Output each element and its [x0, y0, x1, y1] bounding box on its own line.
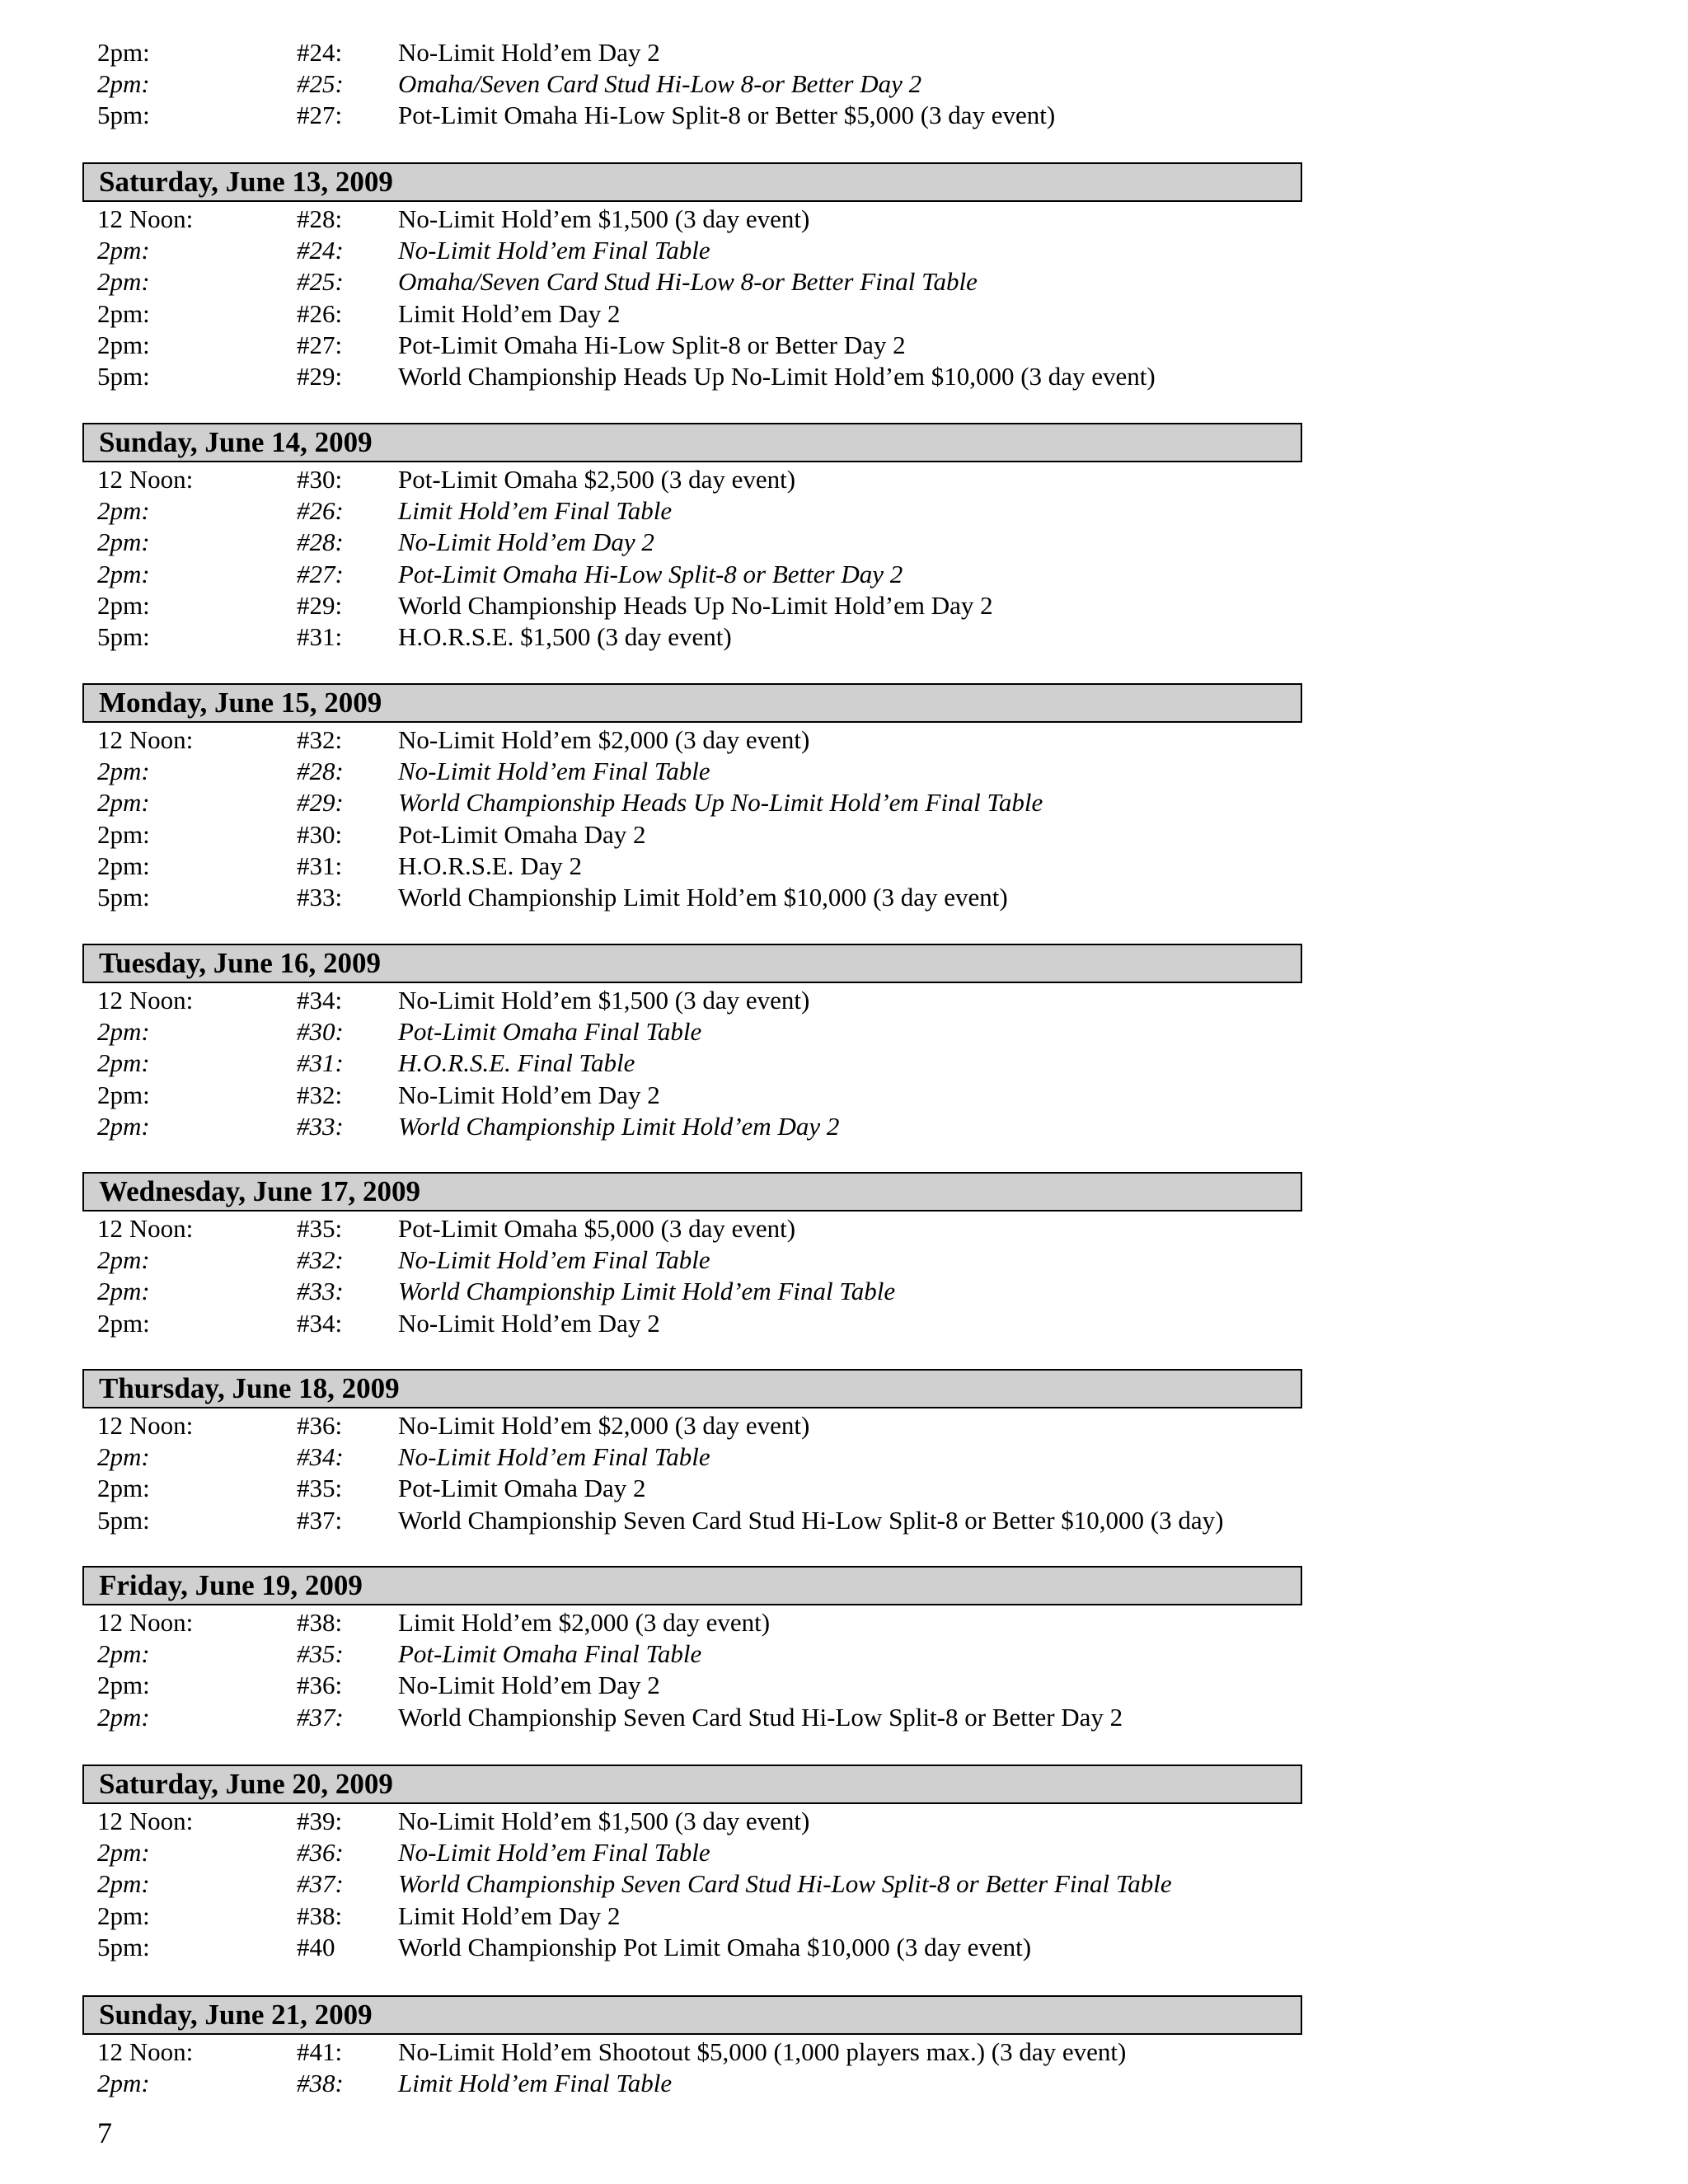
event-number: #37:: [297, 1702, 344, 1732]
event-description: World Championship Heads Up No-Limit Hold’em Day 2: [398, 590, 993, 620]
event-description: No-Limit Hold’em Day 2: [398, 38, 660, 67]
event-number: #27:: [297, 559, 344, 588]
event-row: [82, 1638, 1302, 1670]
event-row: [82, 1473, 1302, 1504]
event-time: 2pm:: [97, 1308, 150, 1338]
day-section-monday-june-15: [82, 683, 1302, 913]
day-header: Monday, June 15, 2009: [82, 683, 1302, 723]
event-row: [82, 1276, 1302, 1307]
event-row: [82, 2036, 1302, 2068]
event-row: [82, 266, 1302, 298]
event-number: #34:: [297, 1442, 344, 1472]
event-time: 12 Noon:: [97, 1608, 194, 1637]
event-description: Pot-Limit Omaha $5,000 (3 day event): [398, 1214, 796, 1243]
event-time: 5pm:: [97, 101, 150, 130]
event-time: 2pm:: [97, 1900, 150, 1930]
event-row: [82, 1868, 1302, 1900]
event-description: Limit Hold’em Final Table: [398, 496, 673, 526]
event-description: No-Limit Hold’em $2,000 (3 day event): [398, 725, 810, 754]
event-time: 2pm:: [97, 1442, 150, 1472]
day-section-tuesday-june-16: [82, 944, 1302, 1142]
event-row: [82, 68, 1302, 100]
event-number: #36:: [297, 1411, 343, 1440]
event-time: 2pm:: [97, 819, 150, 849]
event-time: 2pm:: [97, 1111, 150, 1141]
event-time: 2pm:: [97, 1474, 150, 1503]
day-header: Saturday, June 20, 2009: [82, 1765, 1302, 1804]
event-number: #32:: [297, 1245, 344, 1275]
event-description: Pot-Limit Omaha Hi-Low Split-8 or Better $5,000 (3 day event): [398, 101, 1056, 130]
event-time: 2pm:: [97, 1017, 150, 1047]
event-number: #30:: [297, 1017, 344, 1047]
event-time: 2pm:: [97, 496, 150, 526]
event-number: #34:: [297, 1308, 343, 1338]
event-number: #37:: [297, 1505, 343, 1535]
event-number: #38:: [297, 1900, 343, 1930]
event-description: No-Limit Hold’em Final Table: [398, 1442, 710, 1472]
event-row: [82, 590, 1302, 621]
event-description: No-Limit Hold’em Final Table: [398, 1838, 710, 1868]
event-time: 5pm:: [97, 361, 150, 391]
event-time: 2pm:: [97, 590, 150, 620]
event-time: 2pm:: [97, 38, 150, 67]
event-description: H.O.R.S.E. Day 2: [398, 851, 583, 880]
event-row: [82, 1932, 1302, 1963]
event-description: World Championship Limit Hold’em Final Table: [398, 1277, 896, 1306]
event-number: #35:: [297, 1639, 344, 1669]
event-number: #33:: [297, 1111, 344, 1141]
event-row: [82, 1900, 1302, 1932]
event-number: #33:: [297, 1277, 344, 1306]
event-row: [82, 756, 1302, 787]
event-number: #24:: [297, 236, 344, 265]
day-header: Friday, June 19, 2009: [82, 1566, 1302, 1605]
event-row: [82, 621, 1302, 653]
event-row: [82, 1670, 1302, 1701]
event-description: No-Limit Hold’em Day 2: [398, 1308, 660, 1338]
event-row: [82, 1441, 1302, 1473]
event-description: World Championship Pot Limit Omaha $10,000 (3 day event): [398, 1932, 1032, 1961]
event-number: #26:: [297, 298, 343, 328]
day-header: Saturday, June 13, 2009: [82, 162, 1302, 202]
event-number: #31:: [297, 621, 343, 651]
event-description: Pot-Limit Omaha Hi-Low Split-8 or Better Day 2: [398, 330, 906, 359]
day-header: Sunday, June 14, 2009: [82, 423, 1302, 462]
event-number: #28:: [297, 527, 344, 557]
event-time: 2pm:: [97, 1048, 150, 1078]
event-row: [82, 1047, 1302, 1079]
event-time: 2pm:: [97, 1245, 150, 1275]
event-row: [82, 495, 1302, 527]
event-time: 2pm:: [97, 1277, 150, 1306]
event-number: #26:: [297, 496, 344, 526]
event-time: 2pm:: [97, 298, 150, 328]
day-section-thursday-june-18: [82, 1369, 1302, 1536]
day-section-wednesday-june-17: [82, 1172, 1302, 1339]
event-number: #34:: [297, 986, 343, 1015]
event-time: 2pm:: [97, 1702, 150, 1732]
event-number: #25:: [297, 69, 344, 99]
event-row: [82, 1111, 1302, 1142]
event-number: #37:: [297, 1869, 344, 1899]
event-row: [82, 298, 1302, 330]
event-row: [82, 527, 1302, 558]
event-row: [82, 787, 1302, 818]
event-row: [82, 464, 1302, 495]
event-description: Pot-Limit Omaha Final Table: [398, 1639, 702, 1669]
event-number: #38:: [297, 2069, 344, 2098]
event-description: Pot-Limit Omaha $2,500 (3 day event): [398, 465, 796, 494]
event-number: #35:: [297, 1214, 343, 1243]
event-time: 2pm:: [97, 69, 150, 99]
event-time: 2pm:: [97, 1838, 150, 1868]
event-description: Omaha/Seven Card Stud Hi-Low 8-or Better Day 2: [398, 69, 922, 99]
event-row: [82, 985, 1302, 1016]
event-description: World Championship Seven Card Stud Hi-Low Split-8 or Better Day 2: [398, 1702, 1123, 1732]
day-header: Wednesday, June 17, 2009: [82, 1172, 1302, 1212]
event-time: 2pm:: [97, 330, 150, 359]
event-number: #28:: [297, 757, 344, 786]
day-header: Sunday, June 21, 2009: [82, 1995, 1302, 2035]
event-row: [82, 361, 1302, 392]
event-number: #30:: [297, 819, 343, 849]
event-time: 12 Noon:: [97, 465, 194, 494]
event-row: [82, 559, 1302, 590]
event-description: No-Limit Hold’em $2,000 (3 day event): [398, 1411, 810, 1440]
event-number: #32:: [297, 1080, 343, 1109]
event-description: Limit Hold’em $2,000 (3 day event): [398, 1608, 771, 1637]
event-number: #29:: [297, 361, 343, 391]
event-time: 5pm:: [97, 1505, 150, 1535]
day-header: Thursday, June 18, 2009: [82, 1369, 1302, 1408]
event-time: 5pm:: [97, 882, 150, 912]
event-description: No-Limit Hold’em Final Table: [398, 757, 710, 786]
event-row: [82, 1702, 1302, 1733]
event-time: 2pm:: [97, 527, 150, 557]
event-number: #30:: [297, 465, 343, 494]
event-time: 2pm:: [97, 757, 150, 786]
event-description: No-Limit Hold’em Day 2: [398, 527, 654, 557]
event-time: 12 Noon:: [97, 1411, 194, 1440]
event-number: #29:: [297, 788, 344, 818]
event-description: Pot-Limit Omaha Day 2: [398, 1474, 646, 1503]
event-description: No-Limit Hold’em Day 2: [398, 1671, 660, 1700]
event-number: #35:: [297, 1474, 343, 1503]
event-number: #41:: [297, 2037, 343, 2066]
day-header: Tuesday, June 16, 2009: [82, 944, 1302, 983]
event-number: #31:: [297, 851, 343, 880]
event-number: #24:: [297, 38, 343, 67]
event-description: No-Limit Hold’em Final Table: [398, 1245, 710, 1275]
event-number: #40: [297, 1932, 335, 1961]
event-row: [82, 882, 1302, 913]
event-row: [82, 851, 1302, 882]
event-row: [82, 819, 1302, 851]
event-row: [82, 204, 1302, 235]
event-row: [82, 2068, 1302, 2099]
event-time: 2pm:: [97, 236, 150, 265]
event-row: [82, 1806, 1302, 1837]
event-description: Limit Hold’em Day 2: [398, 298, 621, 328]
event-number: #36:: [297, 1671, 343, 1700]
event-row: [82, 1837, 1302, 1868]
event-number: #27:: [297, 330, 343, 359]
event-description: Omaha/Seven Card Stud Hi-Low 8-or Better Final Table: [398, 267, 978, 297]
event-description: No-Limit Hold’em $1,500 (3 day event): [398, 204, 810, 233]
event-description: No-Limit Hold’em $1,500 (3 day event): [398, 1807, 810, 1835]
event-row: [82, 724, 1302, 756]
event-number: #39:: [297, 1807, 343, 1835]
event-description: Limit Hold’em Final Table: [398, 2069, 673, 2098]
page-number: 7: [97, 2116, 112, 2149]
event-description: World Championship Limit Hold’em Day 2: [398, 1111, 840, 1141]
event-row: [82, 1016, 1302, 1047]
event-time: 2pm:: [97, 1080, 150, 1109]
day-section-sunday-june-21: [82, 1995, 1302, 2099]
event-number: #36:: [297, 1838, 344, 1868]
event-row: [82, 1308, 1302, 1339]
event-description: World Championship Seven Card Stud Hi-Low Split-8 or Better $10,000 (3 day): [398, 1505, 1224, 1535]
event-time: 12 Noon:: [97, 725, 194, 754]
event-time: 2pm:: [97, 1671, 150, 1700]
day-section-sunday-june-14: [82, 423, 1302, 653]
event-row: [82, 1213, 1302, 1244]
event-row: [82, 1607, 1302, 1638]
event-time: 12 Noon:: [97, 1807, 194, 1835]
event-description: Limit Hold’em Day 2: [398, 1900, 621, 1930]
event-time: 12 Noon:: [97, 2037, 194, 2066]
event-description: No-Limit Hold’em Day 2: [398, 1080, 660, 1109]
event-time: 2pm:: [97, 851, 150, 880]
day-section-saturday-june-13: [82, 162, 1302, 392]
event-description: World Championship Heads Up No-Limit Hold’em $10,000 (3 day event): [398, 361, 1156, 391]
event-row: [82, 37, 1302, 68]
event-time: 2pm:: [97, 1869, 150, 1899]
event-number: #32:: [297, 725, 343, 754]
event-description: Pot-Limit Omaha Final Table: [398, 1017, 702, 1047]
day-section-friday-june-19: [82, 1566, 1302, 1733]
event-description: World Championship Limit Hold’em $10,000 (3 day event): [398, 882, 1008, 912]
event-description: H.O.R.S.E. Final Table: [398, 1048, 635, 1078]
event-time: 5pm:: [97, 1932, 150, 1961]
schedule-continuation: [82, 37, 1302, 132]
event-time: 2pm:: [97, 2069, 150, 2098]
event-time: 2pm:: [97, 559, 150, 588]
event-number: #38:: [297, 1608, 343, 1637]
event-row: [82, 235, 1302, 266]
event-description: Pot-Limit Omaha Hi-Low Split-8 or Better Day 2: [398, 559, 903, 588]
event-description: No-Limit Hold’em Final Table: [398, 236, 710, 265]
event-description: No-Limit Hold’em Shootout $5,000 (1,000 players max.) (3 day event): [398, 2037, 1127, 2066]
event-time: 2pm:: [97, 267, 150, 297]
event-number: #31:: [297, 1048, 344, 1078]
event-number: #25:: [297, 267, 344, 297]
event-description: World Championship Heads Up No-Limit Hold’em Final Table: [398, 788, 1043, 818]
event-time: 12 Noon:: [97, 204, 194, 233]
event-description: No-Limit Hold’em $1,500 (3 day event): [398, 986, 810, 1015]
event-row: [82, 100, 1302, 131]
event-number: #33:: [297, 882, 343, 912]
event-number: #27:: [297, 101, 343, 130]
event-time: 5pm:: [97, 621, 150, 651]
event-description: H.O.R.S.E. $1,500 (3 day event): [398, 621, 732, 651]
event-row: [82, 1410, 1302, 1441]
event-row: [82, 1080, 1302, 1111]
event-row: [82, 1505, 1302, 1536]
event-time: 2pm:: [97, 788, 150, 818]
event-number: #29:: [297, 590, 343, 620]
day-section-saturday-june-20: [82, 1765, 1302, 1963]
event-time: 2pm:: [97, 1639, 150, 1669]
event-row: [82, 1244, 1302, 1276]
event-description: World Championship Seven Card Stud Hi-Low Split-8 or Better Final Table: [398, 1869, 1172, 1899]
event-description: Pot-Limit Omaha Day 2: [398, 819, 646, 849]
event-row: [82, 330, 1302, 361]
event-time: 12 Noon:: [97, 986, 194, 1015]
event-number: #28:: [297, 204, 343, 233]
event-time: 12 Noon:: [97, 1214, 194, 1243]
